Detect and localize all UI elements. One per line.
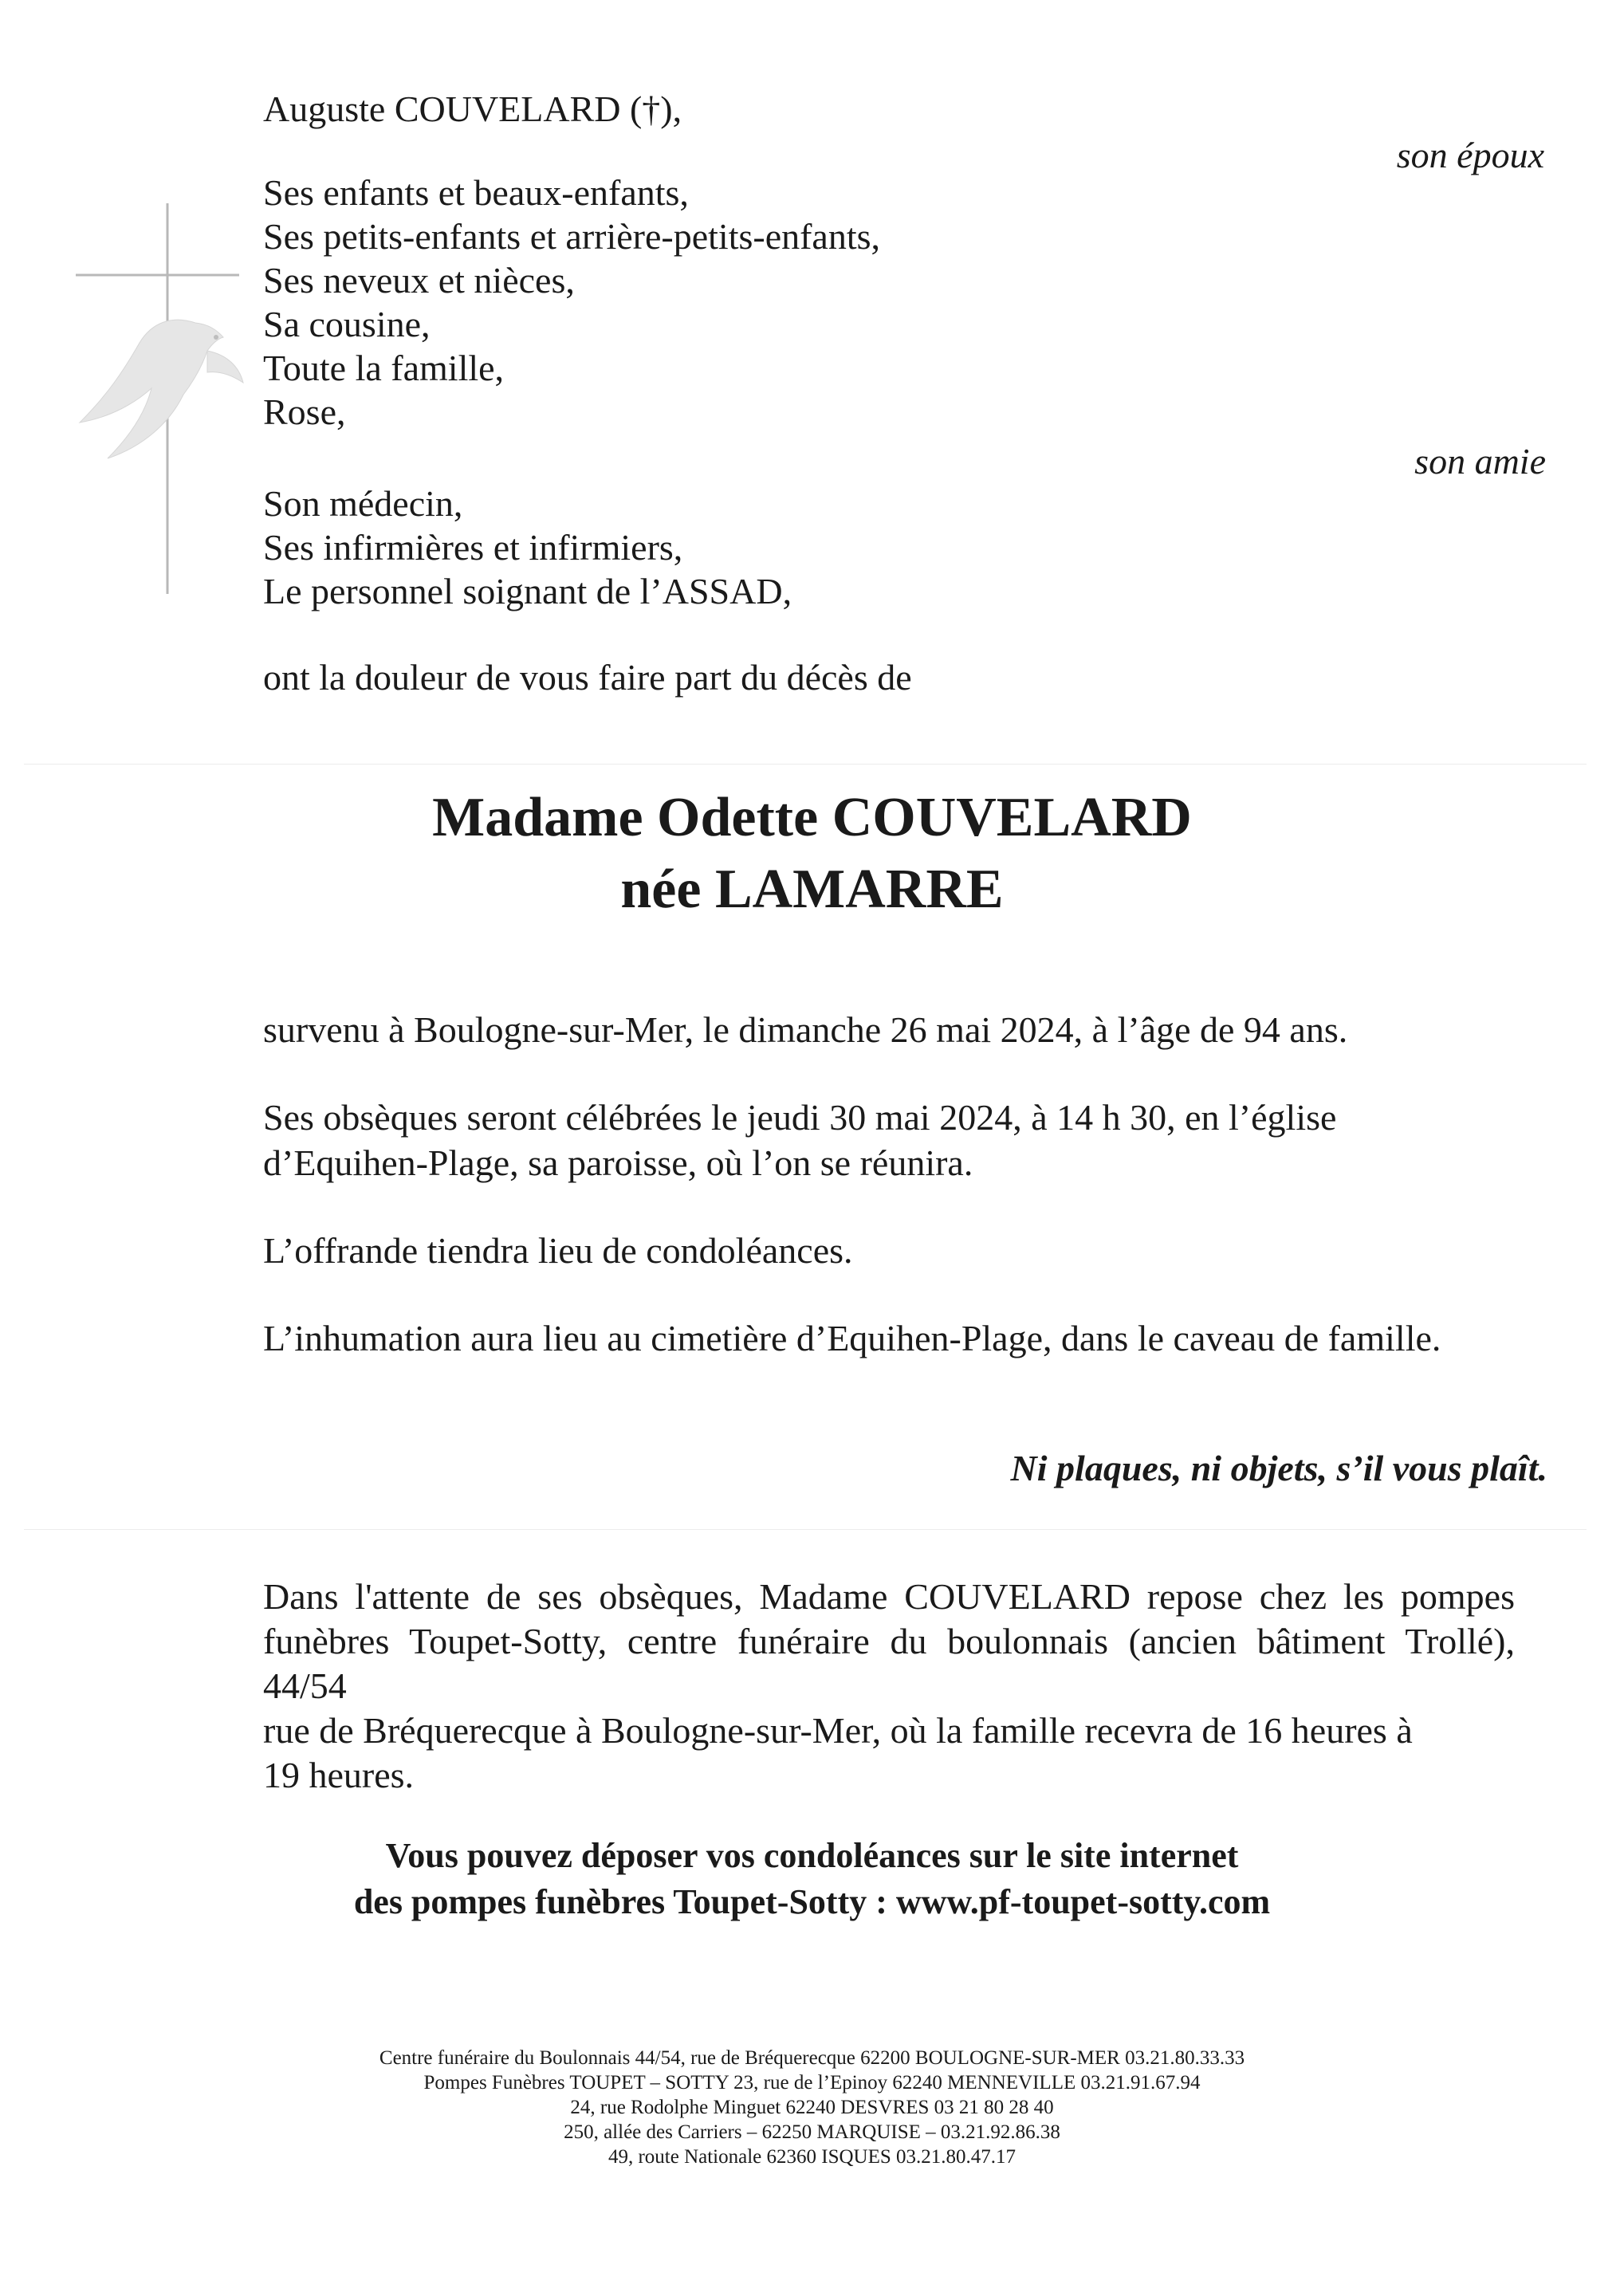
rest-paragraph: [263, 1575, 1515, 1798]
family-member: Ses petits-enfants et arrière-petits-enfants,: [263, 216, 881, 257]
funeral-line: Ses obsèques seront célébrées le jeudi 30 mai 2024, à 14 h 30, en l’église: [263, 1097, 1337, 1138]
footer-address: Pompes Funèbres TOUPET – SOTTY 23, rue de l’Epinoy 62240 MENNEVILLE 03.21.91.67.94: [423, 2072, 1201, 2094]
footer-address: 24, rue Rodolphe Minguet 62240 DESVRES 03 21 80 28 40: [570, 2097, 1054, 2118]
announcement-line: ont la douleur de vous faire part du décès de: [263, 657, 912, 698]
spouse-role: son époux: [1396, 135, 1544, 175]
footer-address: 250, allée des Carriers – 62250 MARQUISE – 03.21.92.86.38: [564, 2121, 1060, 2143]
family-member: Sa cousine,: [263, 304, 431, 344]
family-member: Ses neveux et nièces,: [263, 260, 575, 301]
footer-address: 49, route Nationale 62360 ISQUES 03.21.80.47.17: [608, 2146, 1016, 2168]
footer-address: Centre funéraire du Boulonnais 44/54, rue de Bréquerecque 62200 BOULOGNE-SUR-MER 03.21.80.33.33: [379, 2047, 1245, 2069]
divider: [24, 764, 1587, 765]
no-flowers-note: Ni plaques, ni objets, s’il vous plaît.: [1010, 1448, 1547, 1488]
care-line: Ses infirmières et infirmiers,: [263, 527, 683, 568]
rest-line: Dans l'attente de ses obsèques, Madame COUVELARD repose chez les pompes: [263, 1576, 1515, 1617]
death-line: survenu à Boulogne-sur-Mer, le dimanche 26 mai 2024, à l’âge de 94 ans.: [263, 1009, 1348, 1050]
care-line: Son médecin,: [263, 483, 463, 524]
care-line: Le personnel soignant de l’ASSAD,: [263, 571, 792, 611]
website-line: Vous pouvez déposer vos condoléances sur le site internet: [385, 1836, 1239, 1875]
deceased-name: Madame Odette COUVELARD: [432, 787, 1192, 848]
cross-dove-icon: [76, 203, 259, 602]
friend-role: son amie: [1414, 441, 1546, 482]
family-member: Rose,: [263, 391, 346, 432]
family-member: Toute la famille,: [263, 348, 505, 388]
funeral-line: d’Equihen-Plage, sa paroisse, où l’on se réunira.: [263, 1142, 973, 1183]
spouse-line: Auguste COUVELARD (†),: [263, 88, 682, 129]
rest-line: 19 heures.: [263, 1755, 415, 1795]
rest-line: rue de Bréquerecque à Boulogne-sur-Mer, où la famille recevra de 16 heures à: [263, 1710, 1413, 1751]
burial-line: L’inhumation aura lieu au cimetière d’Equihen-Plage, dans le caveau de famille.: [263, 1318, 1441, 1358]
website-line: des pompes funèbres Toupet-Sotty : www.pf-toupet-sotty.com: [353, 1882, 1271, 1921]
family-member: Ses enfants et beaux-enfants,: [263, 172, 689, 213]
divider: [24, 1529, 1587, 1530]
offering-line: L’offrande tiendra lieu de condoléances.: [263, 1230, 853, 1271]
rest-line: funèbres Toupet-Sotty, centre funéraire du boulonnais (ancien bâtiment Trollé), 44/54: [263, 1621, 1515, 1706]
deceased-maiden-name: née LAMARRE: [620, 859, 1004, 920]
